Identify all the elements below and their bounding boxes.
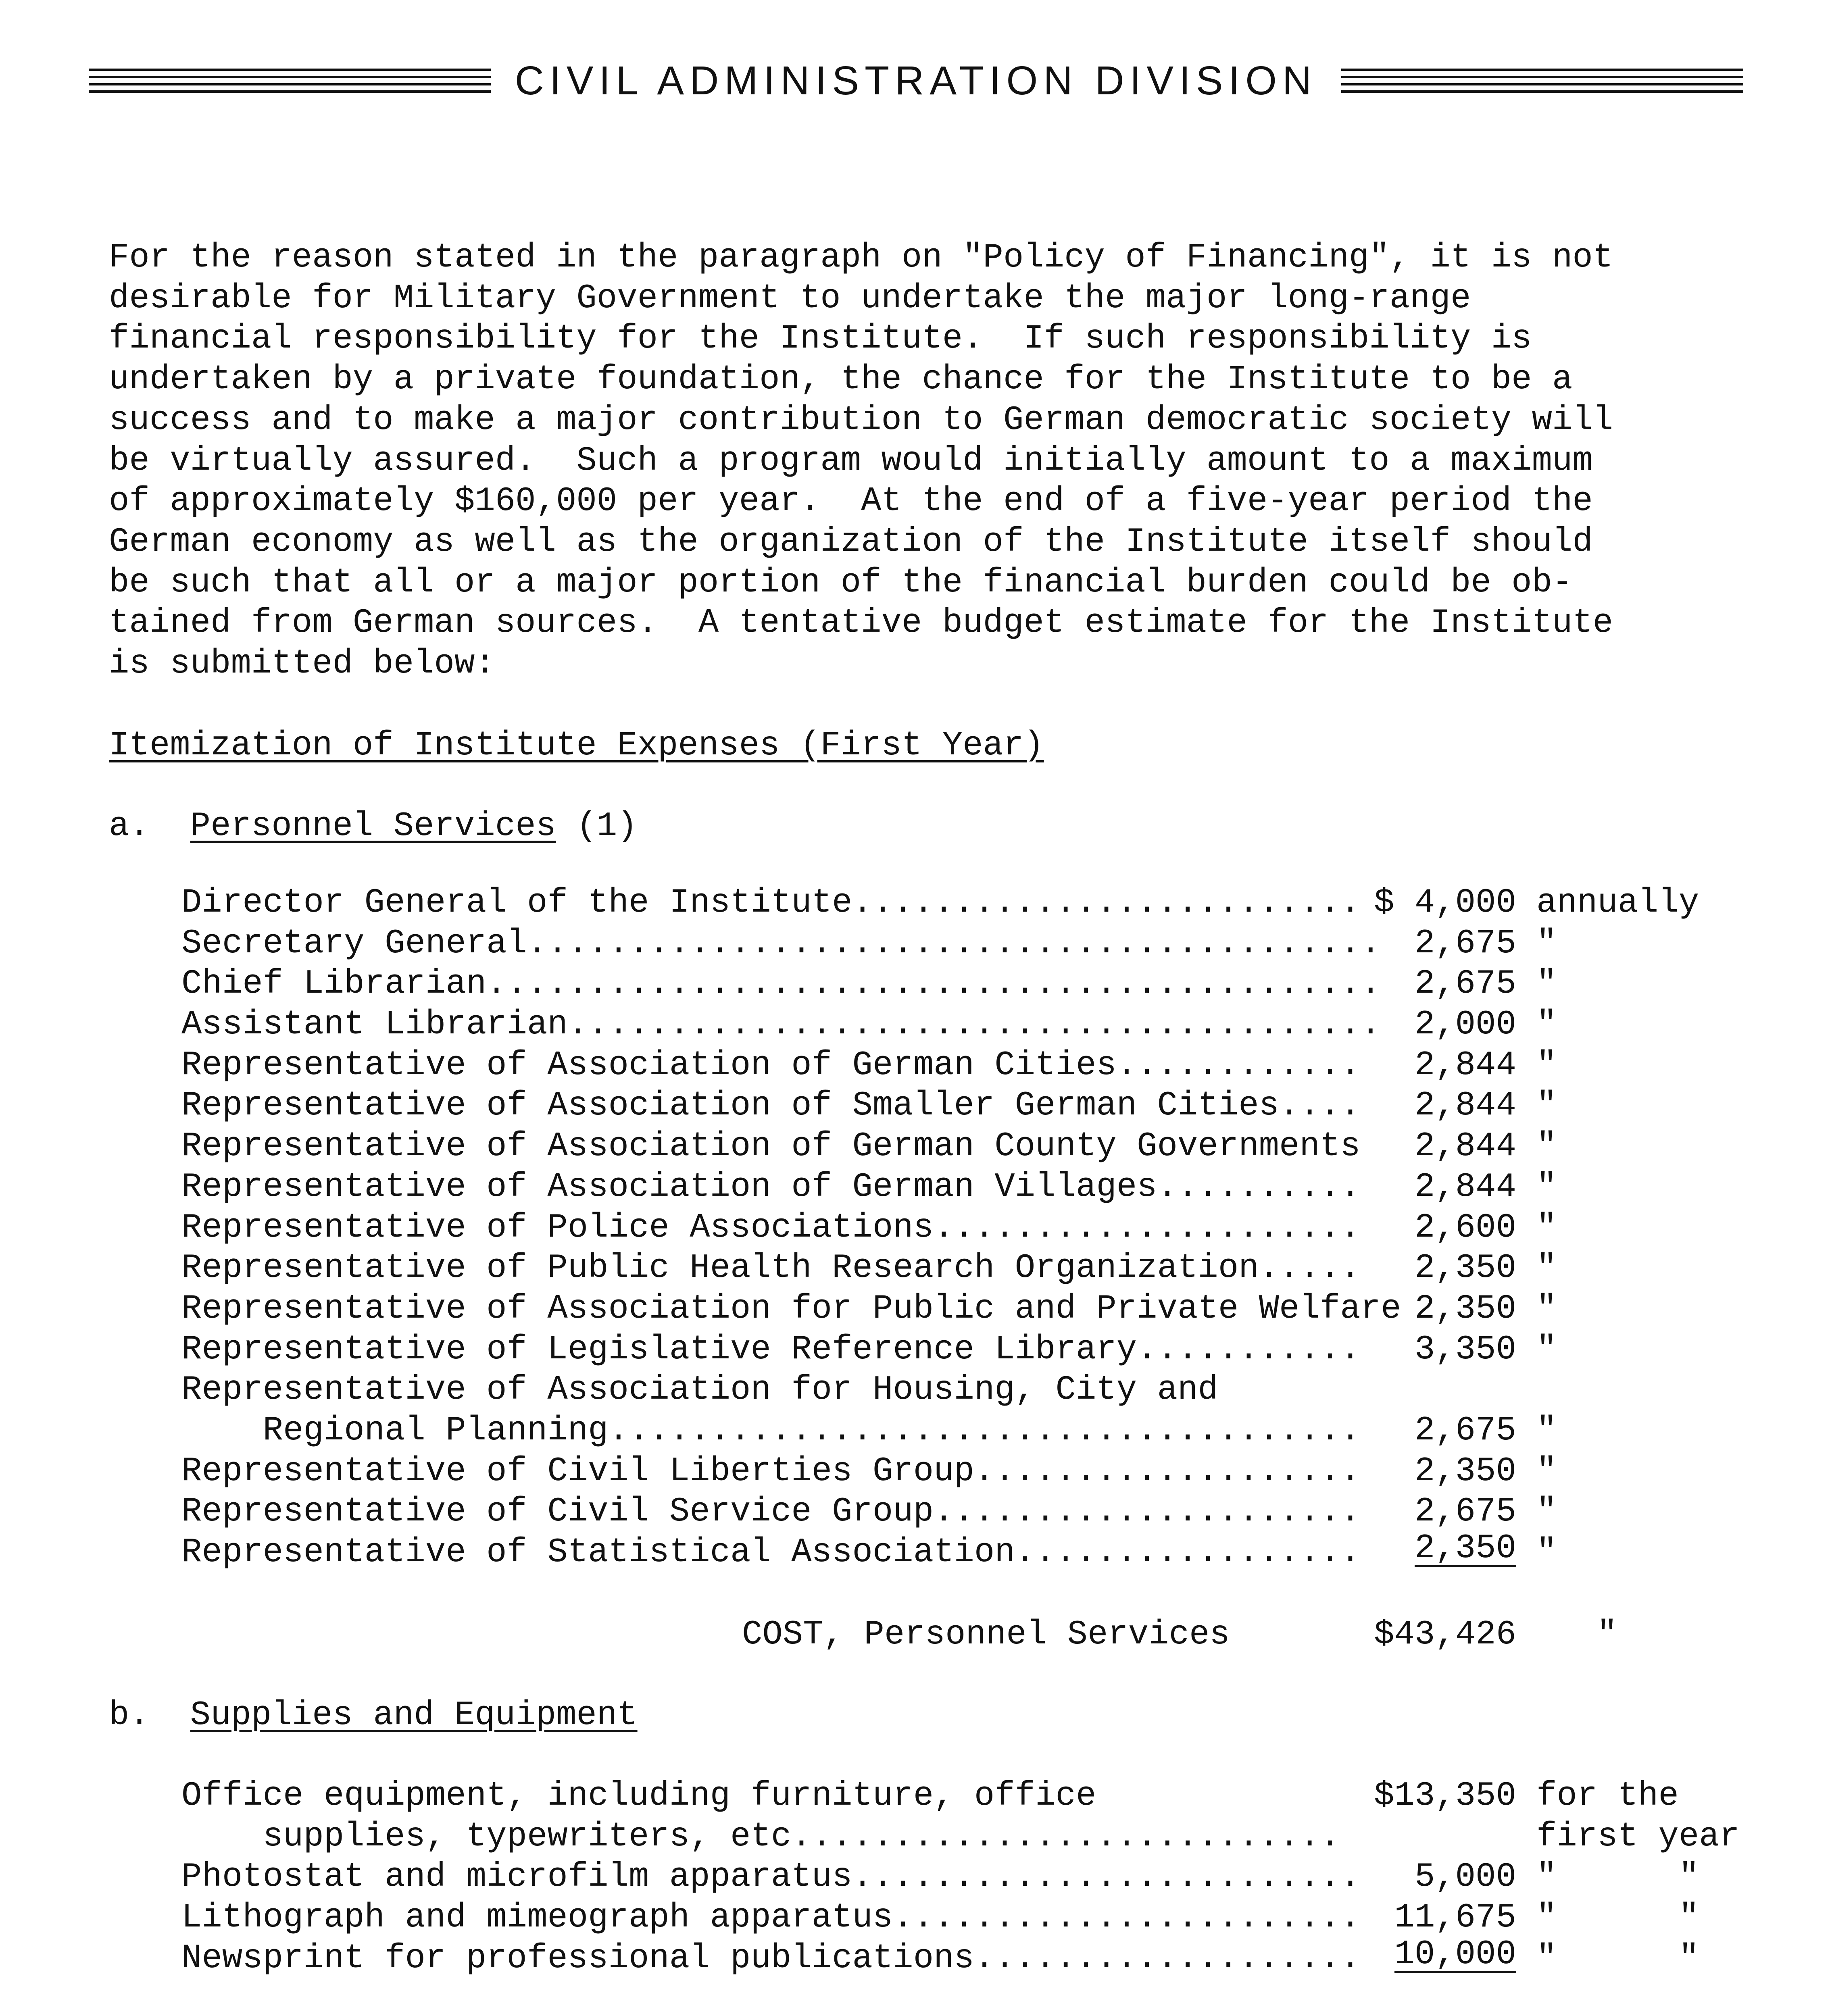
item-amount: 2,350 [1414,1289,1516,1328]
table-row [181,1370,1754,1411]
table-row [181,1935,1794,1979]
item-amount: 2,350 [1414,1249,1516,1288]
section-b-title: Supplies and Equipment [190,1696,638,1735]
item-amount: 2,675 [1414,1411,1516,1450]
intro-line: of approximately $160,000 per year. At the end of a five-year period the [109,482,1593,521]
intro-line: tained from German sources. A tentative budget estimate for the Institute [109,604,1613,643]
item-note: " [1536,1208,1557,1247]
item-note: " [1536,1046,1557,1085]
intro-line: financial responsibility for the Institute. If such responsibility is [109,320,1532,358]
item-note: " [1536,924,1557,963]
table-row [181,1776,1794,1817]
item-note: " [1536,1289,1557,1328]
item-note: " [1536,1452,1557,1491]
item-note: " [1536,1249,1557,1288]
item-amount: 2,844 [1414,1168,1516,1206]
intro-line: success and to make a major contribution to German democratic society will [109,401,1613,439]
intro-paragraph [109,238,1613,685]
item-description: Representative of Civil Liberties Group................... [181,1452,1361,1491]
item-description: Representative of Association of German Cities............ [181,1046,1361,1085]
item-amount: 2,675 [1414,1493,1516,1531]
item-description: Representative of Legislative Reference Library........... [181,1330,1361,1369]
item-note: " [1536,965,1557,1004]
item-amount: 2,000 [1414,1006,1516,1044]
header-rule-right [1341,69,1743,93]
header-rule-left [89,69,491,93]
section-a-footnote: (1) [576,807,638,846]
item-description: Representative of Association of German County Governments [181,1127,1361,1166]
table-row [181,1005,1754,1045]
item-note: " " [1536,1939,1699,1978]
item-description: Representative of Association for Housing, City and [181,1371,1218,1410]
item-amount: 2,350 [1414,1529,1516,1568]
item-note: first year [1536,1817,1740,1856]
table-row [181,1857,1794,1898]
item-amount: 2,350 [1414,1452,1516,1491]
item-description: Representative of Association of German Villages.......... [181,1168,1361,1206]
item-amount: 2,844 [1414,1046,1516,1085]
table-row [181,1045,1754,1086]
item-amount: 10,000 [1394,1935,1516,1974]
table-row [181,1817,1794,1858]
item-amount: 2,844 [1414,1087,1516,1125]
item-note: " [1536,1006,1557,1044]
table-row [181,1248,1754,1289]
item-description: Lithograph and mimeograph apparatus....................... [181,1899,1361,1937]
intro-line: desirable for Military Government to undertake the major long-range [109,279,1471,318]
intro-line: be virtually assured. Such a program would initially amount to a maximum [109,442,1593,480]
item-description: Representative of Association for Public and Private Welfare [181,1289,1401,1328]
personnel-services-table [181,883,1754,1573]
intro-line: undertaken by a private foundation, the chance for the Institute to be a [109,360,1573,399]
item-note: " [1536,1411,1557,1450]
item-note: " [1536,1330,1557,1369]
item-description: Secretary General.......................................... [181,924,1381,963]
table-row [181,883,1754,924]
item-description: Representative of Police Associations..................... [181,1208,1361,1247]
item-description: Representative of Civil Service Group..................... [181,1493,1361,1531]
item-amount: 2,675 [1414,924,1516,963]
section-b-letter: b. [109,1696,150,1735]
table-row [181,1167,1754,1208]
item-note: for the [1536,1777,1679,1815]
item-description: Director General of the Institute......................... [181,884,1361,922]
intro-line: be such that all or a major portion of the financial burden could be ob- [109,563,1573,602]
item-amount: 2,844 [1414,1127,1516,1166]
intro-line: is submitted below: [109,645,495,683]
table-row [181,1411,1754,1452]
item-description: Representative of Association of Smaller German Cities.... [181,1087,1361,1125]
table-row [181,924,1754,964]
item-amount: $13,350 [1374,1777,1516,1815]
item-description: Representative of Public Health Research Organization..... [181,1249,1361,1288]
table-row [181,964,1754,1005]
personnel-cost-amount: $43,426 [1374,1616,1516,1654]
supplies-equipment-table [181,1776,1794,1979]
table-row [181,1898,1794,1939]
header-title: CIVIL ADMINISTRATION DIVISION [515,58,1317,103]
item-description: Assistant Librarian........................................ [181,1006,1381,1044]
personnel-cost-label: COST, Personnel Services [742,1616,1230,1654]
table-row [181,1086,1754,1127]
section-a-heading [109,806,638,847]
intro-line: For the reason stated in the paragraph on "Policy of Financing", it is not [109,239,1613,277]
section-b-heading [109,1695,638,1736]
item-note: " [1536,1127,1557,1166]
item-amount: 3,350 [1414,1330,1516,1369]
item-description: supplies, typewriters, etc........................... [181,1817,1340,1856]
table-row [181,1330,1754,1370]
item-amount: 11,675 [1394,1899,1516,1937]
item-note: " [1536,1533,1557,1572]
item-description: Photostat and microfilm apparatus......................... [181,1858,1361,1897]
item-note: " " [1536,1858,1699,1897]
personnel-cost-note: " [1597,1616,1617,1654]
item-note: annually [1536,884,1699,922]
item-amount: 5,000 [1414,1858,1516,1897]
item-amount: 2,675 [1414,965,1516,1004]
table-row [181,1289,1754,1330]
item-note: " [1536,1087,1557,1125]
section-a-title: Personnel Services [190,807,556,846]
item-amount: 2,600 [1414,1208,1516,1247]
item-amount: $ 4,000 [1374,884,1516,922]
table-row [181,1529,1754,1573]
table-row [181,1452,1754,1492]
section-a-letter: a. [109,807,150,846]
table-row [181,1208,1754,1249]
itemization-heading: Itemization of Institute Expenses (First Year) [109,727,1044,765]
item-note: " " [1536,1899,1699,1937]
item-description: Regional Planning..................................... [181,1411,1361,1450]
item-description: Chief Librarian............................................ [181,965,1381,1004]
item-note: " [1536,1168,1557,1206]
page-header [89,48,1743,113]
table-row [181,1492,1754,1533]
item-description: Office equipment, including furniture, office [181,1777,1096,1815]
table-row [181,1127,1754,1167]
item-description: Newsprint for professional publications................... [181,1939,1361,1978]
intro-line: German economy as well as the organization of the Institute itself should [109,523,1593,561]
item-note: " [1536,1493,1557,1531]
item-description: Representative of Statistical Association................. [181,1533,1361,1572]
